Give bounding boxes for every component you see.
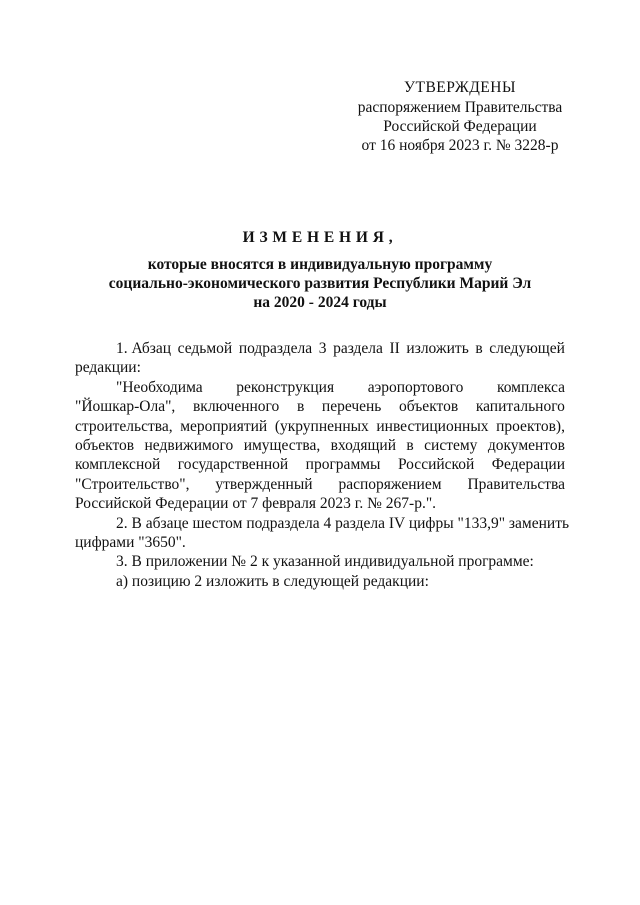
word: реконструкция (236, 378, 335, 396)
approval-heading: УТВЕРЖДЕНЫ (404, 79, 516, 96)
document-body (75, 339, 570, 591)
word: Российской (397, 456, 475, 474)
word: седьмой (177, 340, 233, 357)
word: в (296, 398, 305, 416)
word: подраздела (238, 340, 313, 357)
word: следующей (489, 340, 565, 357)
title-main: ИЗМЕНЕНИЯ, (242, 229, 398, 246)
word: перечень (321, 398, 382, 416)
word: включенного (192, 398, 280, 416)
word: капитального (475, 398, 565, 416)
word: II (389, 340, 400, 357)
item-1-line-1 (75, 339, 565, 358)
word: проектов), (496, 417, 565, 435)
word: 1. Абзац (116, 340, 172, 357)
item-3: 3. В приложении № 2 к указанной индивидуальной программе: (116, 553, 534, 571)
word: Федерации (491, 456, 565, 474)
word: имущества, (243, 437, 321, 455)
word: 3 (318, 340, 327, 357)
approval-stamp (330, 78, 590, 155)
word: мероприятий (180, 417, 268, 435)
word: документов (487, 437, 565, 455)
title-line-2: социально-экономического развития Республики Марий Эл (108, 275, 532, 292)
word: систему (424, 437, 478, 455)
word: объектов (399, 398, 459, 416)
word: (укрупненных (274, 417, 369, 435)
word: комплексной (75, 456, 161, 474)
word: распоряжением (338, 475, 442, 493)
approval-line-2: Российской Федерации (383, 118, 537, 135)
quote-line-2 (75, 397, 565, 416)
quote-line-1 (75, 378, 565, 397)
quote-line-4 (75, 436, 565, 455)
item-2-line-1: 2. В абзаце шестом подраздела 4 раздела IV цифры "133,9" заменить (116, 514, 570, 532)
document-title (75, 228, 565, 312)
item-3a: а) позицию 2 изложить в следующей редакции: (116, 572, 429, 590)
word: комплекса (496, 378, 565, 396)
quote-line-3 (75, 417, 565, 436)
title-line-1: которые вносятся в индивидуальную программу (147, 256, 493, 273)
title-line-3: на 2020 - 2024 годы (253, 294, 387, 311)
item-2-line-2: цифрами "3650". (75, 534, 186, 552)
word: недвижимого (144, 437, 234, 455)
quote-line-6 (75, 475, 565, 494)
approval-line-3: от 16 ноября 2023 г. № 3228-р (361, 137, 559, 154)
word: изложить (406, 340, 469, 357)
word: "Строительство", (75, 475, 190, 493)
word: утвержденный (215, 475, 313, 493)
word: инвестиционных (376, 417, 489, 435)
word: "Необходима (116, 378, 203, 396)
word: в (406, 437, 414, 455)
item-1-line-2: редакции: (75, 359, 141, 377)
word: Правительства (467, 475, 565, 493)
word: объектов (75, 437, 135, 455)
word: в (475, 340, 483, 357)
word: программы (305, 456, 381, 474)
word: строительства, (75, 417, 173, 435)
quote-line-5 (75, 455, 565, 474)
word: государственной (177, 456, 289, 474)
word: "Йошкар-Ола", (75, 398, 176, 416)
quote-line-7: Российской Федерации от 7 февраля 2023 г. № 267-р.". (75, 495, 437, 513)
word: аэропортового (367, 378, 464, 396)
word: входящий (330, 437, 396, 455)
word: раздела (333, 340, 383, 357)
approval-line-1: распоряжением Правительства (357, 99, 563, 116)
